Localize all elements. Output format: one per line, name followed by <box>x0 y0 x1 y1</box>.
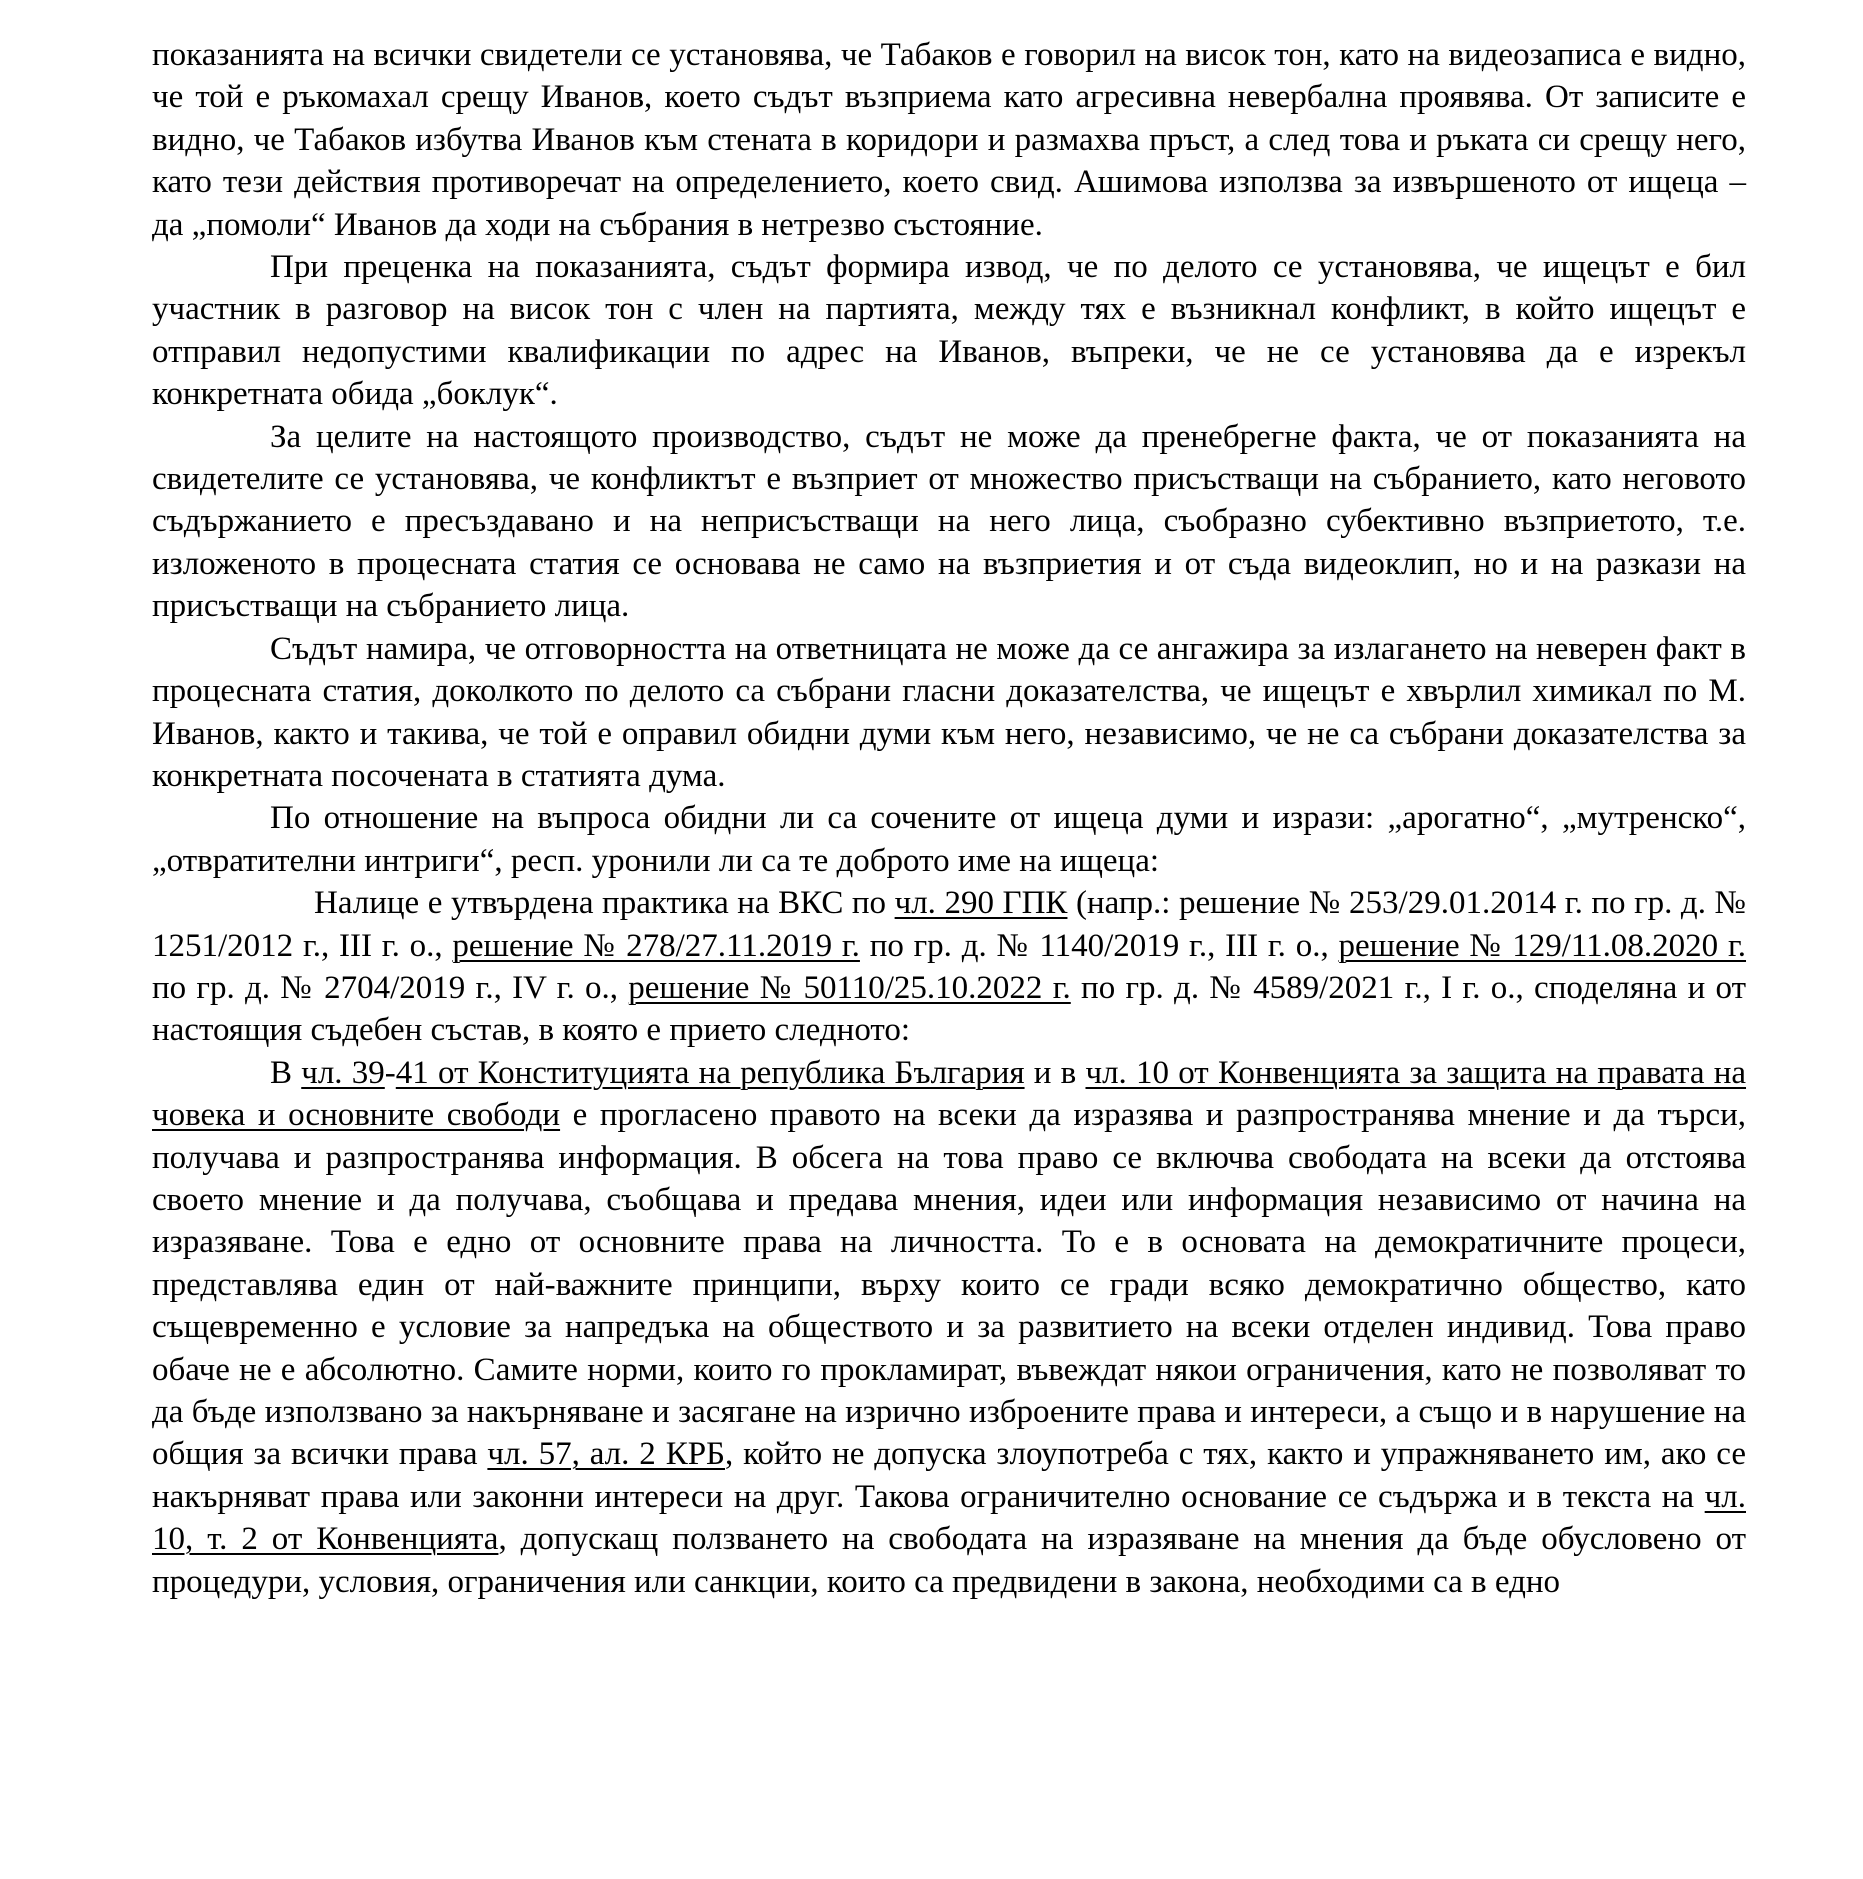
text-run: по гр. д. № 2704/2019 г., IV г. о., <box>152 969 629 1006</box>
link-krb-57[interactable]: чл. 57, ал. 2 КРБ <box>487 1436 726 1473</box>
paragraph-2: При преценка на показанията, съдът формира извод, че по делото се установява, че ищецът е бил участник в разговор на висок тон с член на партията, между тях е възникнал конфликт, в който ищецът е отправил недопустими квалификации по адрес на Иванов, въпреки, че не се установява да е изрекъл конкретната обида „боклук“. <box>152 249 1746 413</box>
paragraph-5: По отношение на въпроса обидни ли са сочените от ищеца думи и изрази: „арогатно“, „мутренско“, „отвратителни интриги“, респ. уронили ли са те доброто име на ищеца: <box>152 800 1746 879</box>
paragraph-6 <box>152 882 1746 1052</box>
text-run: - <box>384 1054 396 1091</box>
link-decision-129[interactable]: решение № 129/11.08.2020 г. <box>1338 927 1747 964</box>
paragraph-3: За целите на настоящото производство, съдът не може да пренебрегне факта, че от показанията на свидетелите се установява, че конфликтът е възприет от множество присъстващи на събранието, като неговото съдържанието е пресъздавано и на неприсъстващи на него лица, съобразно субективно възприетото, т.е. изложеното в процесната статия се основава не само на възприетия и от съда видеоклип, но и на разкази на присъстващи на събранието лица. <box>152 418 1746 625</box>
paragraph-4: Съдът намира, че отговорността на ответницата не може да се ангажира за излагането на неверен факт в процесната статия, доколкото по делото са събрани гласни доказателства, че ищецът е хвърлил химикал по М. Иванов, както и такива, че той е оправил обидни думи към него, независимо, че не са събрани доказателства за конкретната посочената в статията дума. <box>152 630 1746 794</box>
text-run: и в <box>1024 1054 1086 1091</box>
paragraph-1: показанията на всички свидетели се установява, че Табаков е говорил на висок тон, като на видеозаписа е видно, че той е ръкомахал срещу Иванов, което съдът възприема като агресивна невербална проявява. От записите е видно, че Табаков избутва Иванов към стената в коридори и размахва пръст, а след това и ръката си срещу него, като тези действия противоречат на определението, което свид. Ашимова използва за извършеното от ищеца – да „помоли“ Иванов да ходи на събрания в нетрезво състояние. <box>152 37 1746 243</box>
text-run: В <box>270 1054 302 1091</box>
text-run: по гр. д. № 1140/2019 г., III г. о., <box>859 927 1339 964</box>
link-art-39[interactable]: чл. 39 <box>301 1054 385 1091</box>
link-gpk-290[interactable]: чл. 290 ГПК <box>894 885 1068 922</box>
text-run: (напр.: решение № 253/29.01.2014 г. по гр. д. № 1251/2012 г., III г. о., <box>152 885 1746 964</box>
text-run: Налице е утвърдена практика на ВКС по <box>314 885 895 922</box>
link-decision-278[interactable]: решение № 278/27.11.2019 г. <box>452 927 860 964</box>
link-decision-50110[interactable]: решение № 50110/25.10.2022 г. <box>628 969 1071 1006</box>
text-run: , допускащ ползването на свободата на изразяване на мнения да бъде обусловено от процедури, условия, ограничения или санкции, които са предвидени в закона, необходими са в едно <box>152 1521 1747 1600</box>
link-constitution-41[interactable]: 41 от Конституцията на република България <box>395 1054 1025 1091</box>
link-convention-art-10[interactable]: чл. 10 от Конвенцията за защита на правата на човека и основните свободи <box>152 1054 1747 1134</box>
text-run: , който не допуска злоупотреба с тях, както и упражняването им, ако се накърняват права или законни интереси на друг. Такова ограничително основание се съдържа и в текста на <box>152 1436 1746 1515</box>
text-run: по гр. д. № 4589/2021 г., I г. о., споделяна и от настоящия съдебен състав, в която е прието следното: <box>152 969 1746 1049</box>
link-convention-10-2[interactable]: чл. 10, т. 2 от Конвенцията <box>152 1478 1746 1558</box>
document-page <box>152 34 1746 1603</box>
text-run: е прогласено правото на всеки да изразява и разпространява мнение и да търси, получава и разпространява информация. В обсега на това право се включва свободата на всеки да отстоява своето мнение и да получава, съобщава и предава мнения, идеи или информация независимо от начина на изразяване. Това е едно от основните права на личността. То е в основата на демократичните процеси, представлява един от най-важните принципи, върху които се гради всяко демократично общество, като същевременно е условие за напредъка на обществото и за развитието на всеки отделен индивид. Това право обаче не е абсолютно. Самите норми, които го прокламират, въвеждат някои ограничения, като не позволяват то да бъде използвано за накърняване и засягане на изрично изброените права и интереси, а също и в нарушение на общия за всички права <box>152 1097 1746 1473</box>
paragraph-7 <box>152 1052 1746 1603</box>
